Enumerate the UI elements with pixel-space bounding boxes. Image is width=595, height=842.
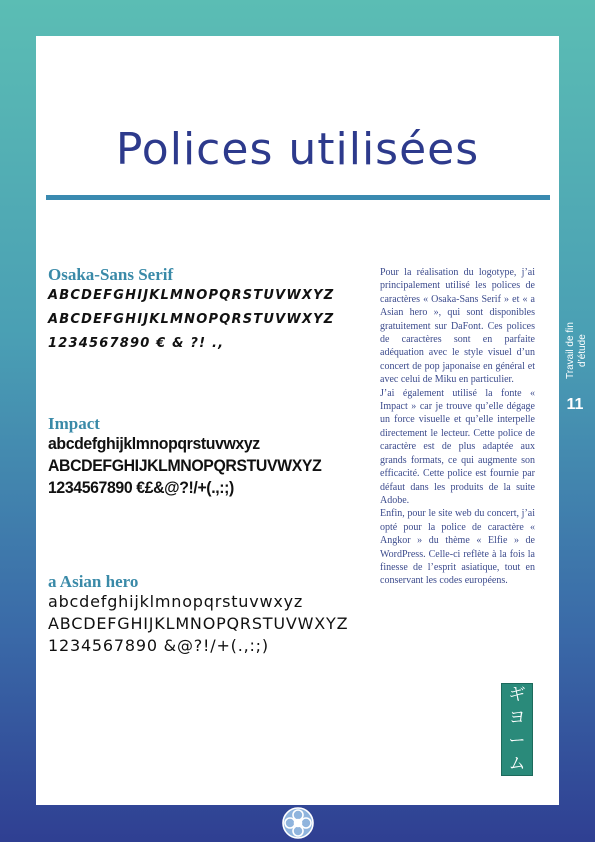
sample-uppercase: ABCDEFGHIJKLMNOPQRSTUVWXYZ bbox=[48, 614, 349, 633]
katakana-stamp bbox=[501, 683, 533, 776]
sample-uppercase-alt: ABCDEFGHIJKLMNOPQRSTUVWXYZ bbox=[48, 312, 335, 327]
stamp-char: ム bbox=[508, 753, 526, 774]
sample-uppercase: ABCDEFGHIJKLMNOPQRSTUVWXYZ bbox=[48, 288, 335, 303]
body-paragraph: Enfin, pour le site web du concert, j’ai opté pour la police de caractère « Angkor » du thème « Elfie » de WordPress. Celle-ci reflète à la fois la finesse de l’esprit asiatique, tout en conservant les codes européens. bbox=[380, 508, 535, 587]
font-sample-impact bbox=[48, 415, 333, 499]
side-tab bbox=[559, 306, 595, 426]
sample-uppercase: ABCDEFGHIJKLMNOPQRSTUVWXYZ bbox=[48, 457, 322, 475]
body-text bbox=[380, 266, 535, 588]
side-label: Travail de fin d’étude bbox=[565, 322, 588, 380]
body-paragraph: Pour la réalisation du logotype, j’ai principalement utilisé les polices de caractères « Osaka-Sans Serif » et « a Asian hero », qui sont disponibles gratuitement sur DaFont. Ces polices de caractères sont en parfaite adéquation avec le style visuel d’un concert de pop japonaise en général et avec celui de Miku en particulier. bbox=[380, 267, 535, 386]
sample-lowercase: abcdefghijklmnopqrstuvwxyz bbox=[48, 435, 260, 453]
font-sample-asian-hero bbox=[48, 573, 348, 657]
page-number: 11 bbox=[566, 396, 584, 413]
sample-digits: 1234567890 € & ?! ., bbox=[48, 336, 225, 351]
page bbox=[36, 36, 559, 805]
flower-crest-icon bbox=[281, 806, 315, 840]
body-paragraph: J’ai également utilisé la fonte « Impact » car je trouve qu’elle dégage un force visuelle et qu’elle interpelle directement le lecteur. Cette police de caractère est de plus adaptée aux grands formats, ce qui augmente son efficacité. Cette police est fournie par défaut dans les produits de la suite Adobe. bbox=[380, 387, 535, 506]
font-name: Impact bbox=[48, 414, 100, 433]
stamp-char: ー bbox=[508, 730, 526, 751]
title-divider bbox=[46, 195, 550, 200]
font-name: Osaka-Sans Serif bbox=[48, 265, 174, 284]
page-title: Polices utilisées bbox=[115, 124, 480, 175]
sample-digits: 1234567890 €£&@?!/+(.,:;) bbox=[48, 479, 234, 497]
side-divider bbox=[558, 314, 559, 424]
sample-lowercase: abcdefghijklmnopqrstuvwxyz bbox=[48, 592, 304, 611]
font-name: a Asian hero bbox=[48, 572, 139, 591]
stamp-char: ヨ bbox=[508, 708, 526, 729]
font-sample-osaka bbox=[48, 266, 334, 356]
stamp-char: ギ bbox=[508, 685, 526, 706]
sample-digits: 1234567890 &@?!/+(.,:;) bbox=[48, 636, 269, 655]
